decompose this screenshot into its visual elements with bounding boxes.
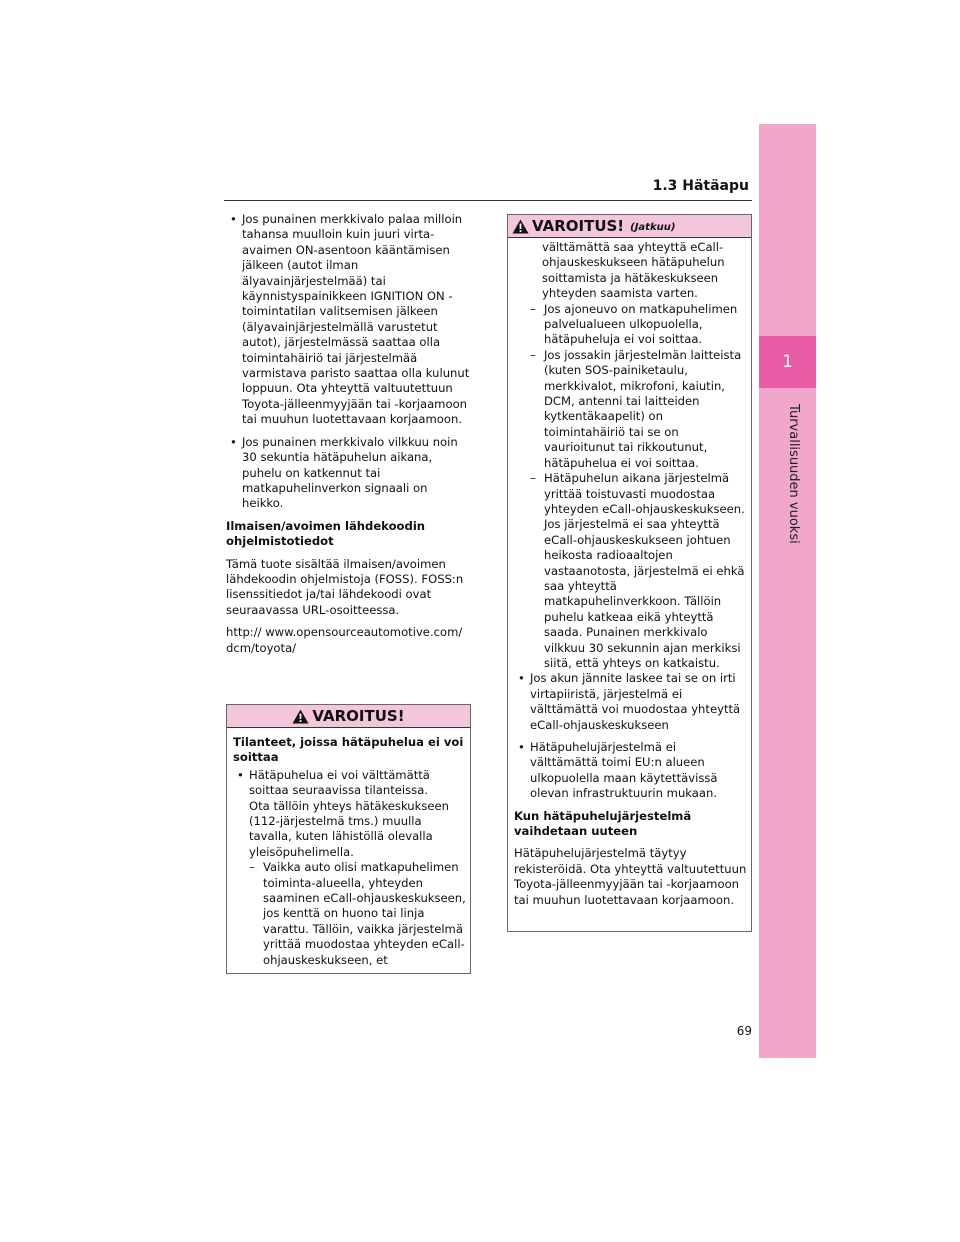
foss-heading: Ilmaisen/avoimen lähdekoodin ohjelmistotiedot — [226, 518, 426, 549]
warning-title: VAROITUS! — [532, 217, 625, 235]
change-text: Hätäpuhelujärjestelmä täytyy rekisteröidä. Ota yhteyttä valtuutettuun Toyota-jälleenmyyjään tai -korjaamoon tai muuhun luotettavaan korjaamoon. — [514, 846, 747, 907]
list-item-continuation: välttämättä saa yhteyttä eCall-ohjauskeskukseen hätäpuhelun soittamista ja hätäkeskukseen yhteyden saamista varten. — [542, 240, 725, 301]
warning-header — [508, 215, 751, 238]
list-item: • Jos akun jännite laskee tai se on irti virtapiiristä, järjestelmä ei välttämättä voi muodostaa yhteyttä eCall-ohjauskeskukseen — [514, 671, 747, 733]
warning-heading: Tilanteet, joissa hätäpuhelua ei voi soittaa — [233, 735, 464, 765]
change-heading: Kun hätäpuhelujärjestelmä vaihdetaan uuteen — [514, 808, 692, 839]
chapter-label: Turvallisuuden vuoksi — [786, 404, 801, 544]
list-item: • Hätäpuhelujärjestelmä ei välttämättä toimi EU:n alueen ulkopuolella maan käytettävissä olevan infrastruktuurin mukaan. — [514, 740, 747, 802]
left-column — [226, 212, 472, 663]
list-item-continuation: Ota tällöin yhteys hätäkeskukseen (112-järjestelmä tms.) muulla tavalla, kuten lähistöllä olevalla yleisöpuhelimella. — [249, 798, 450, 859]
list-item: – Vaikka auto olisi matkapuhelimen toiminta-alueella, yhteyden saaminen eCall-ohjauskeskukseen, jos kenttä on huono tai linja varattu. Tällöin, vaikka järjestelmä yrittää muodostaa yhteyden eCall-ohjauskeskukseen, et — [233, 860, 466, 968]
chapter-side-tab — [759, 124, 816, 1058]
list-item: – Jos ajoneuvo on matkapuhelimen palvelualueen ulkopuolella, hätäpuheluja ei voi soittaa. — [514, 302, 747, 348]
list-item: • Jos punainen merkkivalo palaa milloin tahansa muulloin kuin juuri virta-avaimen ON-asentoon kääntämisen jälkeen (autot ilman älyavainjärjestelmää) tai käynnistyspainikkeen IGNITION ON -toimintatilan valitsemisen jälkeen (älyavainjärjestelmällä varustetut autot), järjestelmässä saattaa olla toimintahäiriö tai järjestelmää varmistava paristo saattaa olla kulunut loppuun. Ota yhteyttä valtuutettuun Toyota-jälleenmyyjään tai -korjaamoon tai muuhun luotettavaan korjaamoon. — [226, 212, 472, 428]
list-item: – Hätäpuhelun aikana järjestelmä yrittää toistuvasti muodostaa yhteyden eCall-ohjauskeskukseen. Jos järjestelmä ei saa yhteyttä eCall-ohjauskeskukseen johtuen heikosta radioaaltojen vastaanotosta, järjestelmä ei ehkä saa yhteyttä matkapuhelinverkkoon. Tällöin puhelu katkeaa eikä yhteyttä saada. Punainen merkkivalo vilkkuu 30 sekunnin ajan merkiksi siitä, että yhteys on katkaistu. — [514, 471, 747, 671]
page-number: 69 — [736, 1024, 752, 1038]
warning-box-continued — [507, 214, 752, 932]
list-item: – Jos jossakin järjestelmän laitteista (kuten SOS-painiketaulu, merkkivalot, mikrofoni, kaiutin, DCM, antenni tai laitteiden kytkentäkaapelit) on toimintahäiriö tai se on vaurioitunut tai rikkoutunut, hätäpuhelua ei voi soittaa. — [514, 348, 747, 471]
warning-triangle-icon — [512, 219, 529, 234]
continued-label: (Jatkuu) — [630, 221, 676, 233]
list-item: • Hätäpuhelua ei voi välttämättä soittaa seuraavissa tilanteissa. — [233, 768, 466, 799]
foss-url: http:// www.opensourceautomotive.com/ dcm/toyota/ — [226, 625, 463, 655]
warning-box — [226, 704, 471, 974]
warning-title: VAROITUS! — [312, 707, 405, 725]
section-title: 1.3 Hätäapu — [652, 178, 749, 194]
warning-header — [227, 705, 470, 728]
list-item: • Jos punainen merkkivalo vilkkuu noin 30 sekuntia hätäpuhelun aikana, puhelu on katkennut tai matkapuhelinverkon signaali on heikko. — [226, 435, 472, 512]
foss-text: Tämä tuote sisältää ilmaisen/avoimen lähdekoodin ohjelmistoja (FOSS). FOSS:n lisenssitiedot ja/tai lähdekoodi ovat seuraavassa URL-osoitteessa. — [226, 556, 464, 617]
chapter-number: 1 — [759, 336, 816, 388]
warning-triangle-icon — [292, 709, 309, 724]
section-rule — [224, 200, 752, 201]
